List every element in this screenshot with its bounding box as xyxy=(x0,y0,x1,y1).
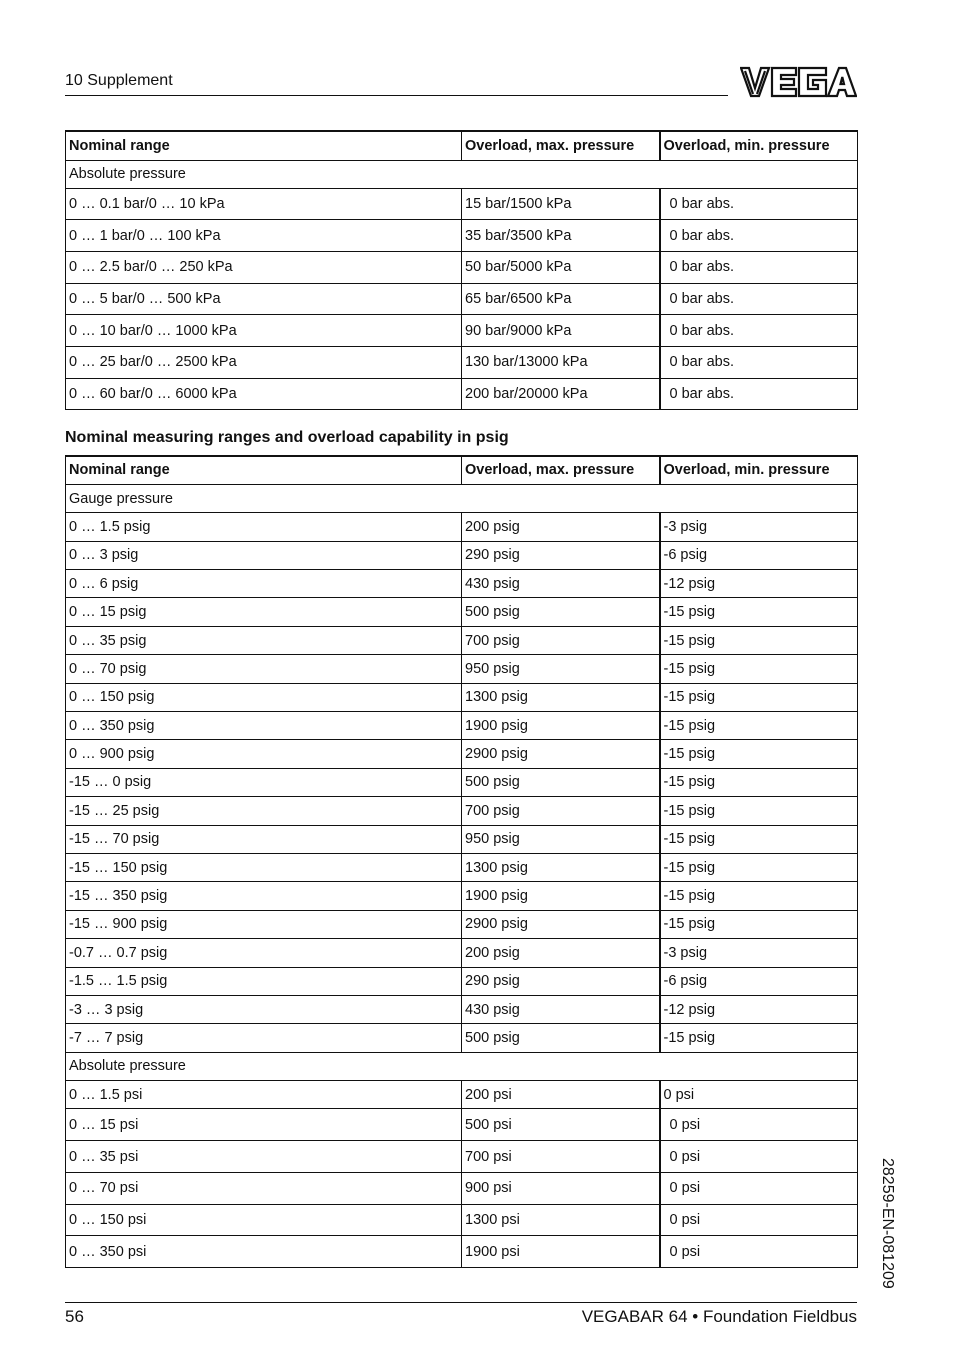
table-cell: -3 … 3 psig xyxy=(66,995,462,1023)
table-cell: 950 psig xyxy=(462,825,660,853)
table-cell: 0 … 10 bar/0 … 1000 kPa xyxy=(66,315,462,347)
table-row xyxy=(66,1204,858,1236)
table-cell: -15 psig xyxy=(660,740,858,768)
table-row xyxy=(66,541,858,569)
table-cell: 0 … 6 psig xyxy=(66,570,462,598)
table-row xyxy=(66,251,858,283)
table-cell: 0 … 150 psi xyxy=(66,1204,462,1236)
table-cell: -0.7 … 0.7 psig xyxy=(66,939,462,967)
table-row xyxy=(66,513,858,541)
table-row xyxy=(66,967,858,995)
table-cell: -15 psig xyxy=(660,1024,858,1052)
psig-section-heading: Nominal measuring ranges and overload capability in psig xyxy=(65,429,509,446)
footer-divider xyxy=(65,1302,857,1303)
table-row xyxy=(66,220,858,252)
header-divider xyxy=(65,95,728,96)
table-cell: -15 psig xyxy=(660,853,858,881)
table-cell: 0 psi xyxy=(660,1204,858,1236)
table-cell: 700 psig xyxy=(462,626,660,654)
table-cell: 130 bar/13000 kPa xyxy=(462,346,660,378)
table-row xyxy=(66,882,858,910)
table-cell: -15 … 150 psig xyxy=(66,853,462,881)
table-cell: 2900 psig xyxy=(462,910,660,938)
table-row xyxy=(66,598,858,626)
table-cell: 0 … 35 psi xyxy=(66,1141,462,1173)
group-label: Absolute pressure xyxy=(66,1052,858,1080)
table-cell: 700 psig xyxy=(462,797,660,825)
table-cell: 200 psig xyxy=(462,513,660,541)
table-cell: 430 psig xyxy=(462,995,660,1023)
table-cell: -6 psig xyxy=(660,541,858,569)
document-code: 28259-EN-081209 xyxy=(879,1158,896,1289)
table-cell: 0 … 60 bar/0 … 6000 kPa xyxy=(66,378,462,410)
table-cell: -15 psig xyxy=(660,655,858,683)
table-cell: 0 … 25 bar/0 … 2500 kPa xyxy=(66,346,462,378)
table-row xyxy=(66,626,858,654)
table-cell: 15 bar/1500 kPa xyxy=(462,188,660,220)
table-cell: -15 … 350 psig xyxy=(66,882,462,910)
table-row xyxy=(66,1024,858,1052)
table-cell: -15 psig xyxy=(660,712,858,740)
table-row xyxy=(66,1141,858,1173)
table-cell: 0 … 350 psi xyxy=(66,1236,462,1268)
table-cell: 700 psi xyxy=(462,1141,660,1173)
table-cell: -12 psig xyxy=(660,570,858,598)
table-cell: 0 … 70 psig xyxy=(66,655,462,683)
table-cell: -1.5 … 1.5 psig xyxy=(66,967,462,995)
column-header: Overload, max. pressure xyxy=(462,131,660,160)
table-cell: -15 … 900 psig xyxy=(66,910,462,938)
table-cell: 0 bar abs. xyxy=(660,378,858,410)
table-cell: 0 … 5 bar/0 … 500 kPa xyxy=(66,283,462,315)
table-cell: 0 bar abs. xyxy=(660,251,858,283)
table-cell: 0 … 70 psi xyxy=(66,1172,462,1204)
table-cell: 0 bar abs. xyxy=(660,346,858,378)
table-row xyxy=(66,378,858,410)
table-cell: 0 bar abs. xyxy=(660,315,858,347)
table-cell: 0 … 900 psig xyxy=(66,740,462,768)
column-header: Overload, max. pressure xyxy=(462,456,660,484)
table-cell: 35 bar/3500 kPa xyxy=(462,220,660,252)
table-row xyxy=(66,1109,858,1141)
table-cell: 0 psi xyxy=(660,1109,858,1141)
table-row xyxy=(66,1236,858,1268)
table-cell: 0 … 1.5 psig xyxy=(66,513,462,541)
table-cell: 1900 psig xyxy=(462,712,660,740)
column-header: Nominal range xyxy=(66,131,462,160)
table-cell: 2900 psig xyxy=(462,740,660,768)
table-cell: 500 psig xyxy=(462,768,660,796)
table-cell: -15 psig xyxy=(660,598,858,626)
table-cell: 65 bar/6500 kPa xyxy=(462,283,660,315)
table-cell: -7 … 7 psig xyxy=(66,1024,462,1052)
table-cell: 0 psi xyxy=(660,1236,858,1268)
table-cell: -15 psig xyxy=(660,825,858,853)
vega-logo xyxy=(740,66,857,98)
table-cell: -3 psig xyxy=(660,513,858,541)
table-row xyxy=(66,188,858,220)
table-cell: 0 … 2.5 bar/0 … 250 kPa xyxy=(66,251,462,283)
table-cell: 0 … 150 psig xyxy=(66,683,462,711)
table-cell: 200 bar/20000 kPa xyxy=(462,378,660,410)
table-row xyxy=(66,910,858,938)
table-cell: -15 psig xyxy=(660,768,858,796)
table-cell: 0 … 1 bar/0 … 100 kPa xyxy=(66,220,462,252)
table-row xyxy=(66,939,858,967)
table-cell: -15 … 0 psig xyxy=(66,768,462,796)
table-cell: -12 psig xyxy=(660,995,858,1023)
table-cell: 1300 psig xyxy=(462,853,660,881)
table-cell: 0 … 0.1 bar/0 … 10 kPa xyxy=(66,188,462,220)
table-cell: -15 psig xyxy=(660,882,858,910)
table-row xyxy=(66,712,858,740)
bar-ranges-table xyxy=(65,130,858,410)
table-cell: 50 bar/5000 kPa xyxy=(462,251,660,283)
table-cell: 1300 psig xyxy=(462,683,660,711)
table-cell: 0 … 35 psig xyxy=(66,626,462,654)
table-cell: 1900 psig xyxy=(462,882,660,910)
table-cell: -6 psig xyxy=(660,967,858,995)
table-cell: -15 psig xyxy=(660,683,858,711)
table-cell: 500 psig xyxy=(462,1024,660,1052)
table-cell: 0 psi xyxy=(660,1081,858,1109)
table-cell: 1900 psi xyxy=(462,1236,660,1268)
table-row xyxy=(66,283,858,315)
table-row xyxy=(66,995,858,1023)
table-cell: 0 … 15 psig xyxy=(66,598,462,626)
table-cell: 90 bar/9000 kPa xyxy=(462,315,660,347)
table-cell: 500 psig xyxy=(462,598,660,626)
table-row xyxy=(66,740,858,768)
table-cell: 500 psi xyxy=(462,1109,660,1141)
product-name: VEGABAR 64 • Foundation Fieldbus xyxy=(581,1307,857,1326)
table-cell: 0 … 15 psi xyxy=(66,1109,462,1141)
table-row xyxy=(66,768,858,796)
group-label: Gauge pressure xyxy=(66,484,858,512)
table-row xyxy=(66,346,858,378)
table-cell: 0 bar abs. xyxy=(660,220,858,252)
table-row xyxy=(66,825,858,853)
table-cell: 900 psi xyxy=(462,1172,660,1204)
table-cell: 0 psi xyxy=(660,1141,858,1173)
table-row xyxy=(66,315,858,347)
table-row xyxy=(66,1081,858,1109)
table-row xyxy=(66,570,858,598)
table-cell: 0 … 1.5 psi xyxy=(66,1081,462,1109)
table-row xyxy=(66,683,858,711)
column-header: Overload, min. pressure xyxy=(660,456,858,484)
table-row xyxy=(66,1172,858,1204)
table-cell: 1300 psi xyxy=(462,1204,660,1236)
table-cell: 290 psig xyxy=(462,541,660,569)
table-cell: 0 bar abs. xyxy=(660,283,858,315)
table-row xyxy=(66,797,858,825)
group-label: Absolute pressure xyxy=(66,160,858,188)
table-cell: -15 … 70 psig xyxy=(66,825,462,853)
psig-ranges-table xyxy=(65,455,858,1268)
table-cell: -15 psig xyxy=(660,910,858,938)
page-number: 56 xyxy=(65,1307,84,1326)
column-header: Nominal range xyxy=(66,456,462,484)
table-cell: 0 … 350 psig xyxy=(66,712,462,740)
table-cell: -15 psig xyxy=(660,626,858,654)
table-cell: 200 psig xyxy=(462,939,660,967)
table-cell: 0 psi xyxy=(660,1172,858,1204)
table-cell: -3 psig xyxy=(660,939,858,967)
table-cell: 0 … 3 psig xyxy=(66,541,462,569)
table-row xyxy=(66,853,858,881)
table-cell: -15 psig xyxy=(660,797,858,825)
table-cell: 950 psig xyxy=(462,655,660,683)
table-cell: 200 psi xyxy=(462,1081,660,1109)
table-cell: 430 psig xyxy=(462,570,660,598)
table-cell: -15 … 25 psig xyxy=(66,797,462,825)
table-cell: 0 bar abs. xyxy=(660,188,858,220)
section-title: 10 Supplement xyxy=(65,72,173,89)
column-header: Overload, min. pressure xyxy=(660,131,858,160)
table-cell: 290 psig xyxy=(462,967,660,995)
table-row xyxy=(66,655,858,683)
